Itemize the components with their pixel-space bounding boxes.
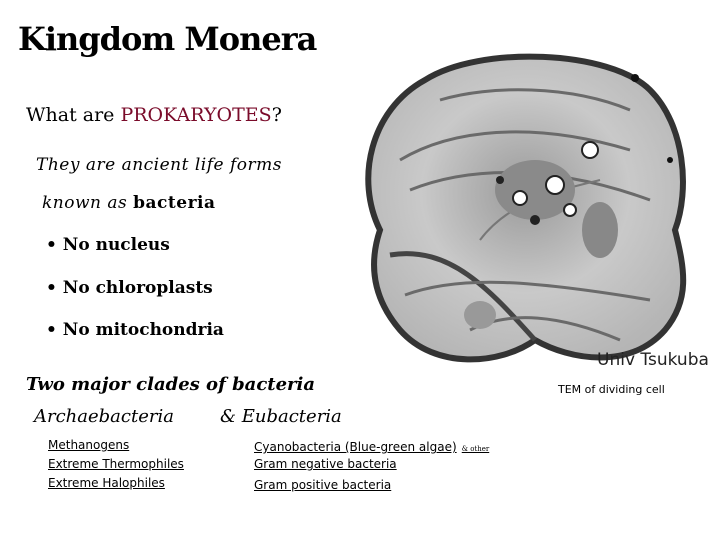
intro-line-2-prefix: known as [42, 193, 128, 213]
bullet-no-nucleus: • No nucleus [46, 235, 170, 255]
question-suffix: ? [271, 104, 282, 126]
prokaryotes-term: PROKARYOTES [120, 104, 272, 126]
dark-granule [631, 74, 639, 82]
dark-granule-2 [667, 157, 673, 163]
question-heading [26, 104, 282, 126]
intro-line-2 [42, 193, 216, 213]
eubacteria-item-gram-positive[interactable]: Gram positive bacteria [254, 478, 392, 492]
intro-line-1: They are ancient life forms [36, 155, 282, 175]
eubacteria-item-gram-negative[interactable]: Gram negative bacteria [254, 457, 397, 471]
archaea-item-methanogens[interactable]: Methanogens [48, 438, 130, 452]
eubacteria-item-cyanobacteria[interactable]: Cyanobacteria (Blue-green algae) [254, 440, 457, 454]
image-credit: Univ Tsukuba [597, 350, 709, 370]
granule-5 [530, 215, 540, 225]
clades-heading: Two major clades of bacteria [26, 374, 316, 395]
granule-2 [513, 191, 527, 205]
granule-1 [546, 176, 564, 194]
granule-3 [564, 204, 576, 216]
eubacteria-item-cyanobacteria-row [254, 436, 489, 455]
tem-dividing-cell-image [330, 40, 710, 400]
eubacteria-other-tag[interactable]: & other [461, 445, 490, 453]
inclusion-body-3 [464, 301, 496, 329]
bullet-no-mitochondria: • No mitochondria [46, 320, 224, 340]
archaea-item-thermophiles[interactable]: Extreme Thermophiles [48, 457, 184, 471]
archaea-item-halophiles[interactable]: Extreme Halophiles [48, 476, 165, 490]
page-title: Kingdom Monera [18, 20, 317, 58]
bacteria-term: bacteria [133, 193, 216, 213]
question-prefix: What are [26, 104, 121, 126]
inclusion-body-2 [582, 202, 618, 258]
bullet-no-chloroplasts: • No chloroplasts [46, 278, 213, 298]
archaebacteria-label: Archaebacteria [34, 406, 174, 427]
granule-4 [582, 142, 598, 158]
image-caption: TEM of dividing cell [558, 383, 665, 396]
granule-6 [496, 176, 504, 184]
eubacteria-label: & Eubacteria [220, 406, 342, 427]
